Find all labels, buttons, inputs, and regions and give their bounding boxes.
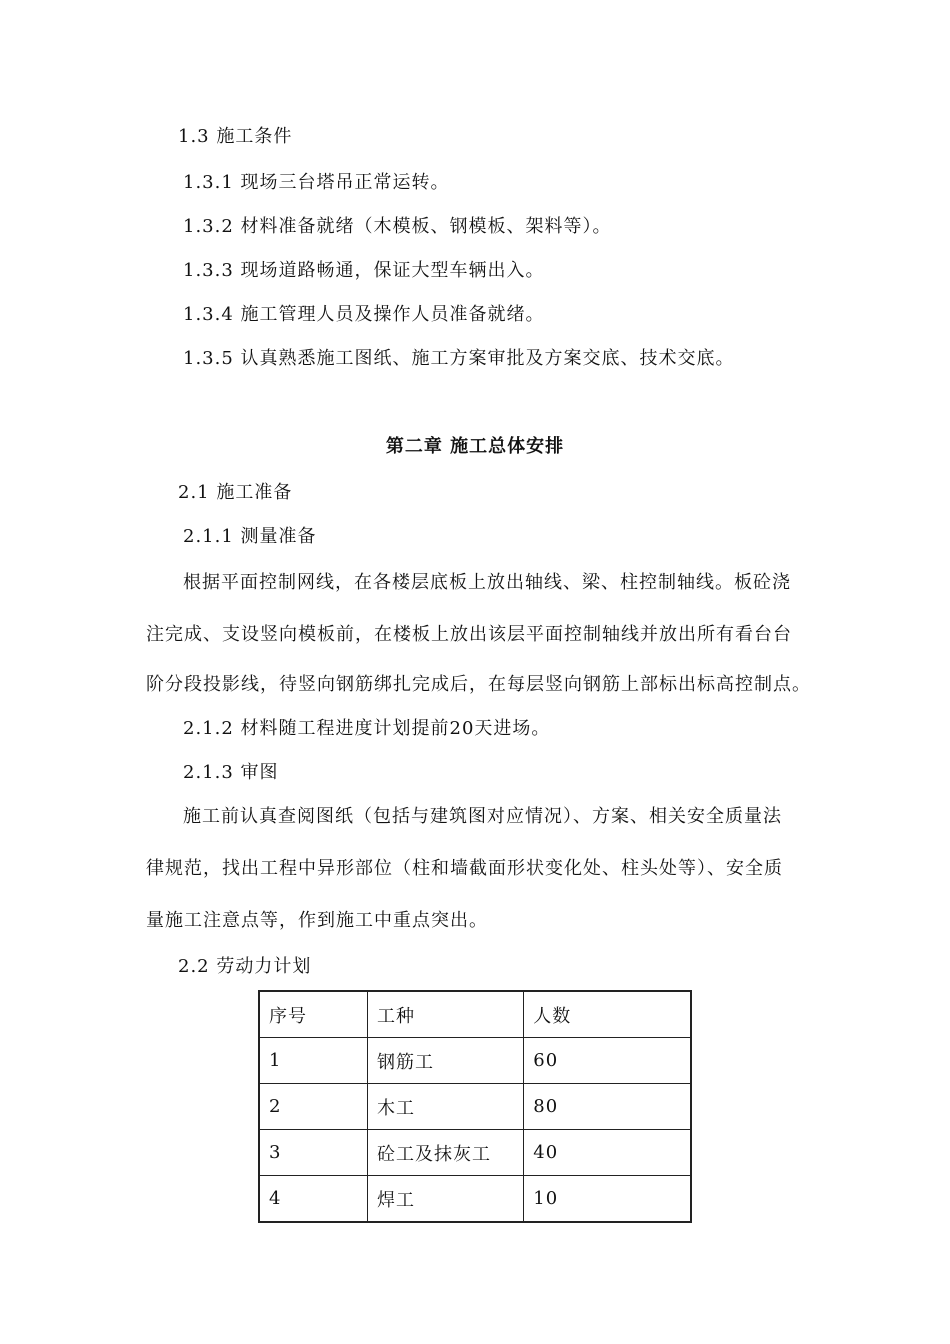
item-1-3-1: 1.3.1 现场三台塔吊正常运转。 bbox=[183, 172, 450, 193]
section-2-2-heading: 2.2 劳动力计划 bbox=[178, 956, 312, 977]
section-2-1-1-heading: 2.1.1 测量准备 bbox=[183, 526, 317, 547]
table-cell: 10 bbox=[524, 1176, 691, 1223]
paragraph-line: 施工前认真查阅图纸（包括与建筑图对应情况）、方案、相关安全质量法 bbox=[183, 806, 782, 827]
item-1-3-2: 1.3.2 材料准备就绪（木模板、钢模板、架料等）。 bbox=[183, 216, 612, 237]
header-cell: 序号 bbox=[259, 991, 368, 1038]
header-cell: 人数 bbox=[524, 991, 691, 1038]
section-2-1-heading: 2.1 施工准备 bbox=[178, 482, 293, 503]
item-1-3-5: 1.3.5 认真熟悉施工图纸、施工方案审批及方案交底、技术交底。 bbox=[183, 348, 735, 369]
table-row bbox=[259, 1130, 691, 1176]
table-cell: 2 bbox=[259, 1084, 368, 1130]
table-cell: 钢筋工 bbox=[368, 1038, 524, 1084]
table-cell: 80 bbox=[524, 1084, 691, 1130]
section-2-1-2: 2.1.2 材料随工程进度计划提前20天进场。 bbox=[183, 718, 551, 739]
section-2-1-3-heading: 2.1.3 审图 bbox=[183, 762, 279, 783]
paragraph-line: 注完成、支设竖向模板前，在楼板上放出该层平面控制轴线并放出所有看台台 bbox=[146, 624, 792, 645]
item-1-3-3: 1.3.3 现场道路畅通，保证大型车辆出入。 bbox=[183, 260, 545, 281]
paragraph-line: 根据平面控制网线，在各楼层底板上放出轴线、梁、柱控制轴线。板砼浇 bbox=[183, 572, 791, 593]
table-cell: 3 bbox=[259, 1130, 368, 1176]
table-cell: 焊工 bbox=[368, 1176, 524, 1223]
paragraph-line: 律规范，找出工程中异形部位（柱和墙截面形状变化处、柱头处等）、安全质 bbox=[146, 858, 783, 879]
table-cell: 1 bbox=[259, 1038, 368, 1084]
table-cell: 40 bbox=[524, 1130, 691, 1176]
table-cell: 4 bbox=[259, 1176, 368, 1223]
item-1-3-4: 1.3.4 施工管理人员及操作人员准备就绪。 bbox=[183, 304, 545, 325]
paragraph-line: 量施工注意点等，作到施工中重点突出。 bbox=[146, 910, 488, 931]
table-row bbox=[259, 1038, 691, 1084]
table-cell: 砼工及抹灰工 bbox=[368, 1130, 524, 1176]
table-cell: 60 bbox=[524, 1038, 691, 1084]
section-1-3-heading: 1.3 施工条件 bbox=[178, 126, 293, 147]
header-cell: 工种 bbox=[368, 991, 524, 1038]
paragraph-line: 阶分段投影线，待竖向钢筋绑扎完成后，在每层竖向钢筋上部标出标高控制点。 bbox=[146, 674, 811, 695]
table-cell: 木工 bbox=[368, 1084, 524, 1130]
labor-table bbox=[258, 990, 692, 1223]
table-row bbox=[259, 1084, 691, 1130]
table-row bbox=[259, 1176, 691, 1223]
table-header-row bbox=[259, 991, 691, 1038]
chapter-title: 第二章 施工总体安排 bbox=[385, 436, 565, 457]
